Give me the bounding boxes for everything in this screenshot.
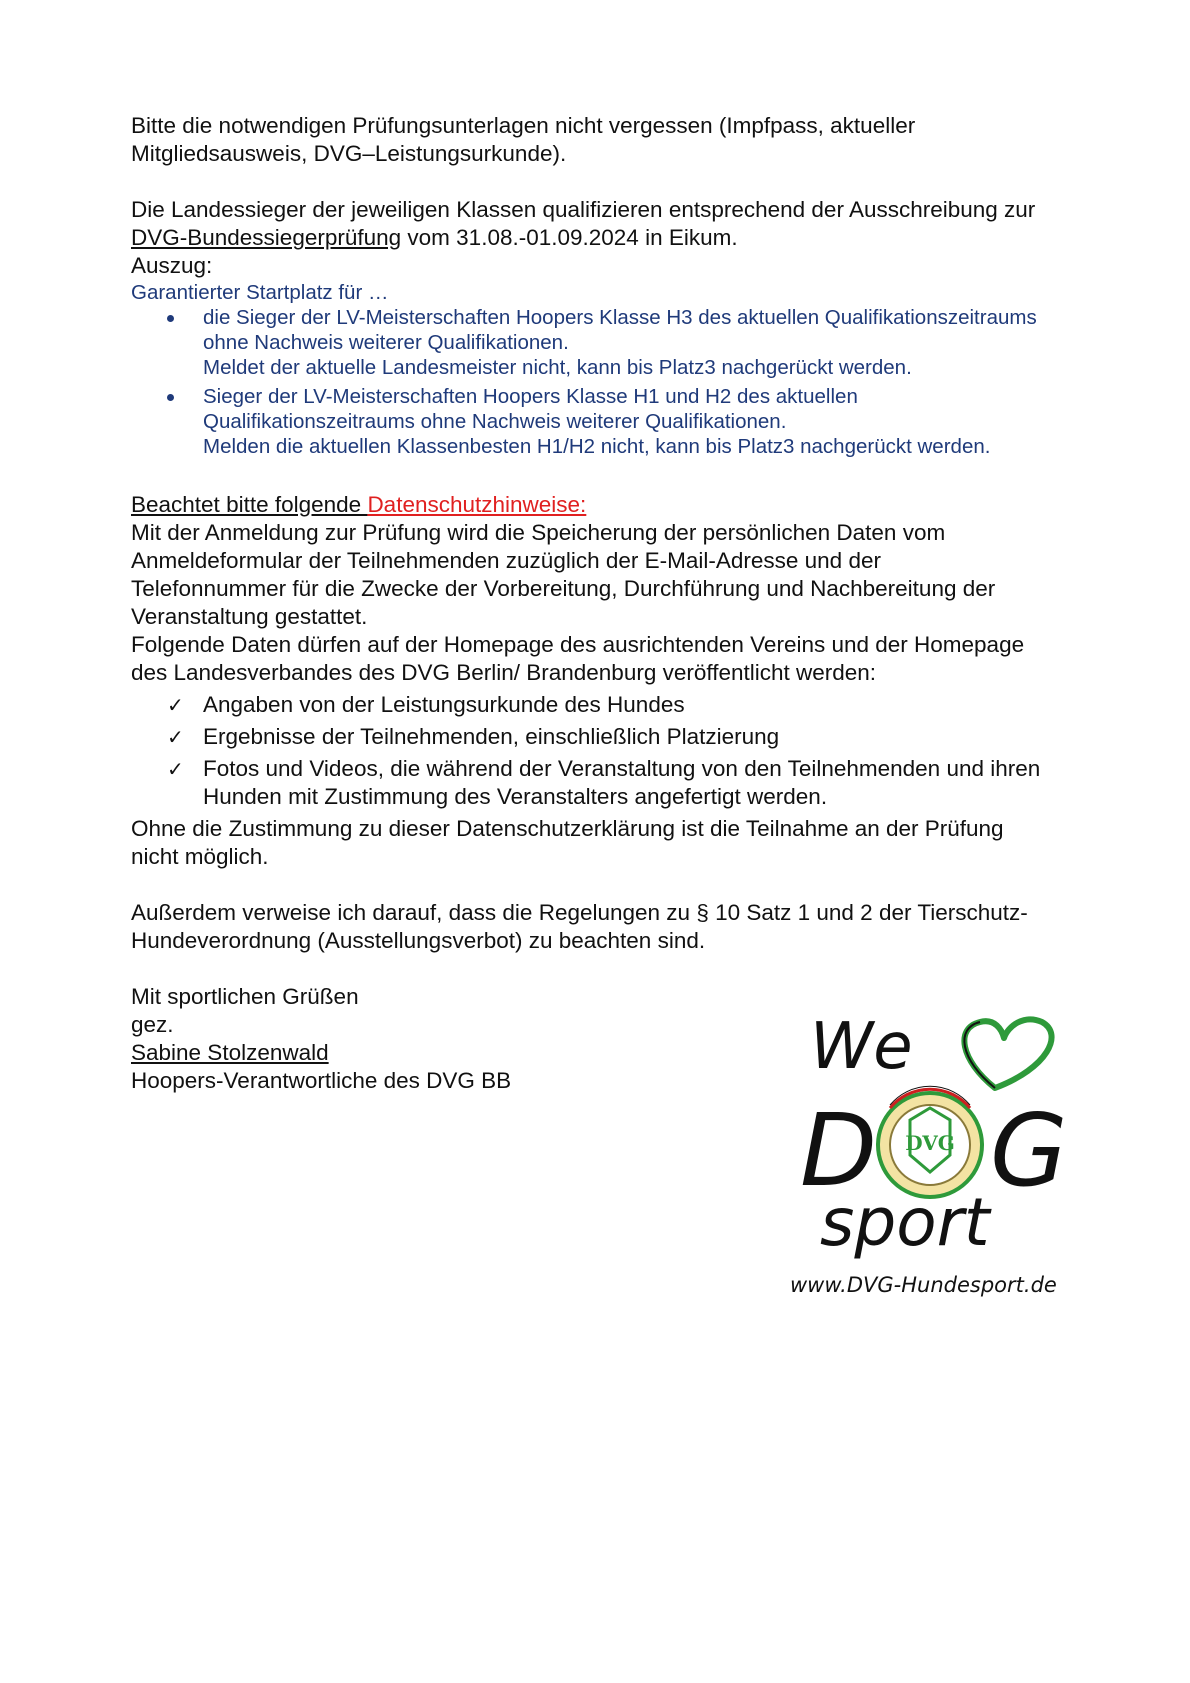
closing-gez: gez. xyxy=(131,1012,174,1037)
checkmark-icon: ✓ xyxy=(167,757,184,781)
privacy-para2-line: Folgende Daten dürfen auf der Homepage des ausrichtenden Vereins und der Homepage xyxy=(131,632,1025,657)
logo-d: D xyxy=(800,1092,878,1209)
intro-line-2: Mitgliedsausweis, DVG–Leistungsurkunde). xyxy=(131,141,567,166)
privacy-para2-line: des Landesverbandes des DVG Berlin/ Brandenburg veröffentlicht werden: xyxy=(131,660,877,685)
bullet-line: Qualifikationszeitraums ohne Nachweis weiterer Qualifikationen. xyxy=(203,410,787,433)
logo-we: We xyxy=(810,1010,913,1084)
dvg-badge-icon xyxy=(878,1086,982,1197)
notice-line: Hundeverordnung (Ausstellungsverbot) zu beachten sind. xyxy=(131,928,706,953)
privacy-para1-line: Telefonnummer für die Zwecke der Vorbereitung, Durchführung und Nachbereitung der xyxy=(131,576,996,601)
logo-sport: sport xyxy=(820,1184,990,1261)
qualification-line-2 xyxy=(131,224,1121,252)
heart-icon xyxy=(964,1019,1051,1088)
logo-url: www.DVG-Hundesport.de xyxy=(790,1273,1057,1297)
signature-name: Sabine Stolzenwald xyxy=(131,1040,329,1065)
qualification-line-1: Die Landessieger der jeweiligen Klassen qualifizieren entsprechend der Ausschreibung zur xyxy=(131,197,1036,222)
bullet-line: Melden die aktuellen Klassenbesten H1/H2 nicht, kann bis Platz3 nachgerückt werden. xyxy=(203,435,991,458)
event-link[interactable]: DVG-Bundessiegerprüfung xyxy=(131,225,402,250)
check-line: Angaben von der Leistungsurkunde des Hundes xyxy=(203,692,685,717)
document-page xyxy=(131,112,1121,1095)
privacy-para1-line: Veranstaltung gestattet. xyxy=(131,604,368,629)
dvg-logo xyxy=(790,1000,1100,1310)
privacy-para1-line: Mit der Anmeldung zur Prüfung wird die Speicherung der persönlichen Daten vom xyxy=(131,520,946,545)
bullet-dot-icon xyxy=(167,394,174,401)
signature-role: Hoopers-Verantwortliche des DVG BB xyxy=(131,1068,512,1093)
privacy-heading-text: Beachtet bitte folgende xyxy=(131,492,368,517)
list-item xyxy=(131,305,1121,380)
list-item xyxy=(131,691,1121,719)
bullet-dot-icon xyxy=(167,315,174,322)
check-line: Ergebnisse der Teilnehmenden, einschließlich Platzierung xyxy=(203,724,780,749)
closing-greeting: Mit sportlichen Grüßen xyxy=(131,984,359,1009)
privacy-para3-line: Ohne die Zustimmung zu dieser Datenschutzerklärung ist die Teilnahme an der Prüfung xyxy=(131,816,1004,841)
bullet-line: die Sieger der LV-Meisterschaften Hoopers Klasse H3 des aktuellen Qualifikationszeitraums xyxy=(203,306,1037,329)
notice-line: Außerdem verweise ich darauf, dass die Regelungen zu § 10 Satz 1 und 2 der Tierschutz- xyxy=(131,900,1028,925)
list-item xyxy=(131,755,1121,811)
qualification-bullets xyxy=(131,305,1121,459)
guaranteed-label: Garantierter Startplatz für … xyxy=(131,281,389,304)
bullet-line: Meldet der aktuelle Landesmeister nicht, kann bis Platz3 nachgerückt werden. xyxy=(203,356,912,379)
check-line: Hunden mit Zustimmung des Veranstalters angefertigt werden. xyxy=(203,784,828,809)
privacy-heading xyxy=(131,491,1121,519)
bullet-line: Sieger der LV-Meisterschaften Hoopers Klasse H1 und H2 des aktuellen xyxy=(203,385,858,408)
privacy-para1-line: Anmeldeformular der Teilnehmenden zuzüglich der E-Mail-Adresse und der xyxy=(131,548,881,573)
list-item xyxy=(131,723,1121,751)
privacy-para3-line: nicht möglich. xyxy=(131,844,269,869)
privacy-heading-red: Datenschutzhinweise: xyxy=(367,492,587,517)
checkmark-icon: ✓ xyxy=(167,725,184,749)
excerpt-block xyxy=(131,280,1121,459)
logo-g: G xyxy=(990,1092,1068,1209)
list-item xyxy=(131,384,1121,459)
bullet-line: ohne Nachweis weiterer Qualifikationen. xyxy=(203,331,569,354)
check-line: Fotos und Videos, die während der Veranstaltung von den Teilnehmenden und ihren xyxy=(203,756,1041,781)
badge-text: DVG xyxy=(905,1131,955,1155)
privacy-checklist xyxy=(131,691,1121,811)
intro-line-1: Bitte die notwendigen Prüfungsunterlagen nicht vergessen (Impfpass, aktueller xyxy=(131,113,916,138)
excerpt-label: Auszug: xyxy=(131,253,213,278)
event-rest: vom 31.08.-01.09.2024 in Eikum. xyxy=(401,225,738,250)
checkmark-icon: ✓ xyxy=(167,693,184,717)
